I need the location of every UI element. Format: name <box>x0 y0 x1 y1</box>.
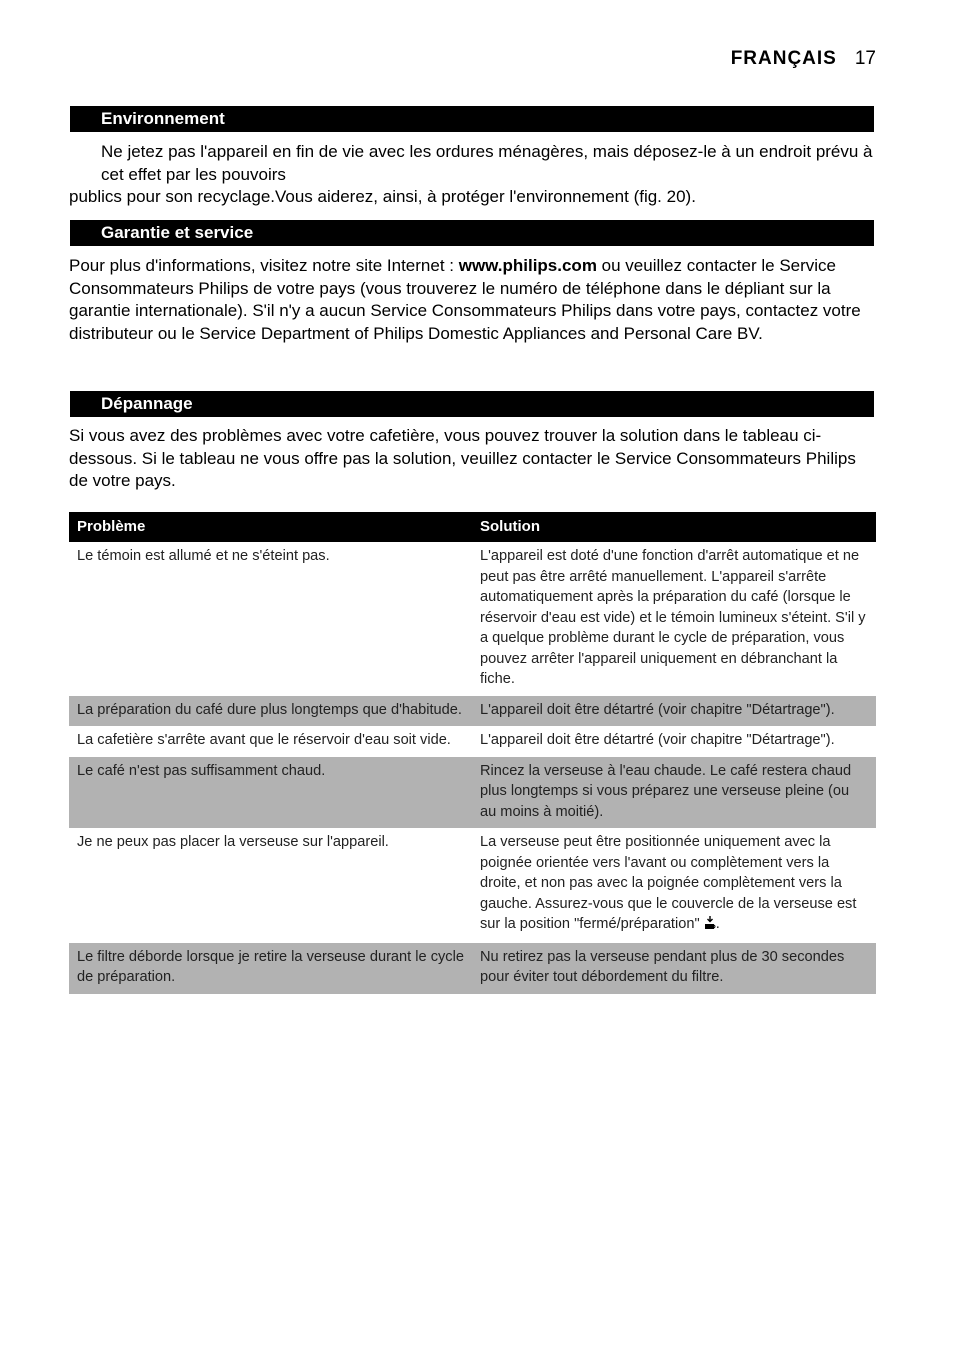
language-label: FRANÇAIS <box>730 48 837 69</box>
page-header <box>731 48 876 70</box>
solution-cell: L'appareil est doté d'une fonction d'arrêt automatique et ne peut pas être arrêté manuellement. L'appareil s'arrête automatiquement après la préparation du café (lorsque le réservoir d'eau est vide) et le témoin lumineux s'éteint. S'il y a quelque problème durant le cycle de préparation, vous pouvez arrêter l'appareil uniquement en débranchant la fiche. <box>480 548 866 687</box>
solution-cell <box>472 828 876 943</box>
troubleshooting-intro: Si vous avez des problèmes avec votre cafetière, vous pouvez trouver la solution dans le tableau ci-dessous. Si le tableau ne vous offre pas la solution, veuillez contacter le Service Consommateurs Philips de votre pays. <box>69 426 856 491</box>
solution-cell: L'appareil doit être détartré (voir chapitre "Détartrage"). <box>472 696 876 727</box>
troubleshooting-table <box>69 512 876 994</box>
philips-website-link[interactable]: www.philips.com <box>458 256 597 275</box>
solution-text: La verseuse peut être positionnée uniquement avec la poignée orientée vers l'avant ou complètement vers la droite, et non pas avec la poignée complètement vers la gauche. Assurez-vous que le couvercle de la verseuse est sur la position "fermé/préparation" <box>480 834 857 932</box>
table-row <box>69 757 876 829</box>
problem-cell: La cafetière s'arrête avant que le réservoir d'eau soit vide. <box>77 732 451 748</box>
solution-cell: L'appareil doit être détartré (voir chapitre "Détartrage"). <box>480 732 835 748</box>
table-header-row <box>69 512 876 542</box>
table-row <box>69 726 876 757</box>
solution-text-end: . <box>715 916 720 932</box>
header-problem: Problème <box>69 512 472 542</box>
warranty-text-end: ou veuillez contacter le Service Consommateurs Philips de votre pays (vous trouverez le numéro de téléphone dans le dépliant sur la garantie internationale). S'il n'y a aucun Service Consommateurs Philips dans votre pays, contactez votre distributeur ou le Service Department of Philips Domestic Appliances and Personal Care BV. <box>69 256 861 343</box>
table-row <box>69 696 876 727</box>
page-number: 17 <box>854 48 876 69</box>
warranty-paragraph <box>69 255 875 345</box>
environment-text-line2: publics pour son recyclage.Vous aiderez, ainsi, à protéger l'environnement (fig. 20). <box>69 187 696 206</box>
warranty-text-start: Pour plus d'informations, visitez notre site Internet : <box>69 256 459 275</box>
table-row <box>69 943 876 994</box>
header-solution: Solution <box>472 512 876 542</box>
section-heading-warranty: Garantie et service <box>70 220 874 246</box>
problem-cell: Le témoin est allumé et ne s'éteint pas. <box>77 548 330 564</box>
section-heading-troubleshooting: Dépannage <box>70 391 874 417</box>
problem-cell: Je ne peux pas placer la verseuse sur l'appareil. <box>77 834 389 850</box>
problem-cell: La préparation du café dure plus longtemps que d'habitude. <box>69 696 472 727</box>
problem-cell: Le café n'est pas suffisamment chaud. <box>69 757 472 829</box>
pot-brew-icon <box>704 916 716 937</box>
environment-text-line1: Ne jetez pas l'appareil en fin de vie avec les ordures ménagères, mais déposez-le à un endroit prévu à cet effet par les pouvoirs <box>101 142 873 184</box>
solution-cell: Nu retirez pas la verseuse pendant plus de 30 secondes pour éviter tout débordement du filtre. <box>472 943 876 994</box>
table-row <box>69 542 876 696</box>
problem-cell: Le filtre déborde lorsque je retire la verseuse durant le cycle de préparation. <box>69 943 472 994</box>
solution-cell: Rincez la verseuse à l'eau chaude. Le café restera chaud plus longtemps si vous préparez une verseuse pleine (ou au moins à moitié). <box>472 757 876 829</box>
table-row <box>69 828 876 943</box>
section-heading-environment: Environnement <box>70 106 874 132</box>
